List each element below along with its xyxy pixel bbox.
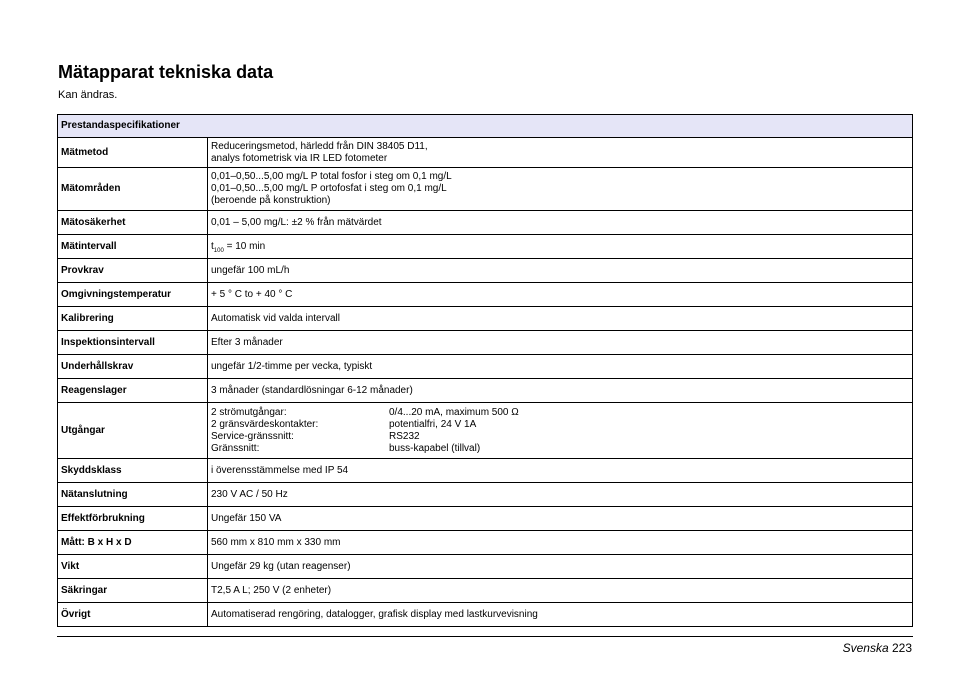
page-number: 223	[891, 641, 912, 655]
row-label: Utgångar	[58, 403, 208, 459]
row-label: Inspektionsintervall	[58, 331, 208, 355]
output-line	[211, 443, 909, 455]
value-line: 0,01–0,50...5,00 mg/L P ortofosfat i steg om 0,1 mg/L	[211, 183, 447, 194]
row-label: Mätmetod	[58, 138, 208, 168]
value-suffix: = 10 min	[223, 240, 266, 252]
value-line: analys fotometrisk via IR LED fotometer	[211, 152, 388, 164]
output-value: RS232	[389, 430, 420, 442]
value-line: (beroende på konstruktion)	[211, 195, 331, 206]
table-row	[58, 483, 913, 507]
table-row	[58, 259, 913, 283]
table-header: Prestandaspecifikationer	[58, 115, 913, 138]
row-value: Ungefär 150 VA	[208, 507, 913, 531]
row-label: Provkrav	[58, 259, 208, 283]
row-value: T2,5 A L; 250 V (2 enheter)	[208, 579, 913, 603]
page-footer	[843, 641, 912, 655]
row-value	[208, 235, 913, 259]
value-subscript: 100	[213, 247, 224, 254]
row-value: 0,01 – 5,00 mg/L: ±2 % från mätvärdet	[208, 211, 913, 235]
output-name: 2 strömutgångar:	[211, 406, 287, 418]
row-value	[208, 168, 913, 211]
table-row	[58, 603, 913, 627]
row-value: 230 V AC / 50 Hz	[208, 483, 913, 507]
row-value: i överensstämmelse med IP 54	[208, 459, 913, 483]
row-label: Kalibrering	[58, 307, 208, 331]
row-label: Skyddsklass	[58, 459, 208, 483]
row-label: Mätosäkerhet	[58, 211, 208, 235]
table-row	[58, 331, 913, 355]
table-row	[58, 211, 913, 235]
table-row	[58, 138, 913, 168]
row-value: Automatiserad rengöring, datalogger, grafisk display med lastkurvevisning	[208, 603, 913, 627]
table-header-row	[58, 115, 913, 138]
row-label: Vikt	[58, 555, 208, 579]
table-row	[58, 307, 913, 331]
value-line: 0,01–0,50...5,00 mg/L P total fosfor i steg om 0,1 mg/L	[211, 171, 452, 182]
row-value: Ungefär 29 kg (utan reagenser)	[208, 555, 913, 579]
row-value: 3 månader (standardlösningar 6-12 månader)	[208, 379, 913, 403]
row-label: Mätintervall	[58, 235, 208, 259]
row-label: Mätområden	[58, 168, 208, 211]
table-row	[58, 459, 913, 483]
row-value	[208, 138, 913, 168]
row-value: + 5 ° C to + 40 ° C	[208, 283, 913, 307]
row-value: ungefär 100 mL/h	[208, 259, 913, 283]
value-prefix: t	[211, 240, 214, 252]
output-value: buss-kapabel (tillval)	[389, 442, 481, 454]
row-value: Automatisk vid valda intervall	[208, 307, 913, 331]
row-label: Övrigt	[58, 603, 208, 627]
output-line	[211, 431, 909, 443]
footer-language: Svenska	[842, 641, 889, 655]
row-label: Reagenslager	[58, 379, 208, 403]
row-label: Effektförbrukning	[58, 507, 208, 531]
output-value: potentialfri, 24 V 1A	[389, 418, 477, 430]
table-row	[58, 235, 913, 259]
row-label: Mått: B x H x D	[58, 531, 208, 555]
table-row	[58, 283, 913, 307]
row-label: Säkringar	[58, 579, 208, 603]
table-row	[58, 403, 913, 459]
row-label: Underhållskrav	[58, 355, 208, 379]
output-line	[211, 407, 909, 419]
row-label: Omgivningstemperatur	[58, 283, 208, 307]
spec-table	[57, 114, 913, 627]
output-value: 0/4...20 mA, maximum 500 Ω	[389, 406, 519, 418]
table-row	[58, 579, 913, 603]
table-row	[58, 379, 913, 403]
page-title: Mätapparat tekniska data	[58, 62, 274, 82]
page-subtitle: Kan ändras.	[58, 89, 118, 101]
output-name: Service-gränssnitt:	[211, 430, 294, 442]
footer-divider	[57, 636, 913, 637]
table-row	[58, 355, 913, 379]
row-value: 560 mm x 810 mm x 330 mm	[208, 531, 913, 555]
row-label: Nätanslutning	[58, 483, 208, 507]
table-row	[58, 555, 913, 579]
table-row	[58, 507, 913, 531]
table-row	[58, 531, 913, 555]
row-value: ungefär 1/2-timme per vecka, typiskt	[208, 355, 913, 379]
output-line	[211, 419, 909, 431]
output-name: Gränssnitt:	[211, 442, 260, 454]
row-value	[208, 403, 913, 459]
output-name: 2 gränsvärdeskontakter:	[211, 418, 319, 430]
value-line: Reduceringsmetod, härledd från DIN 38405 D11,	[211, 140, 428, 152]
row-value: Efter 3 månader	[208, 331, 913, 355]
table-row	[58, 168, 913, 211]
